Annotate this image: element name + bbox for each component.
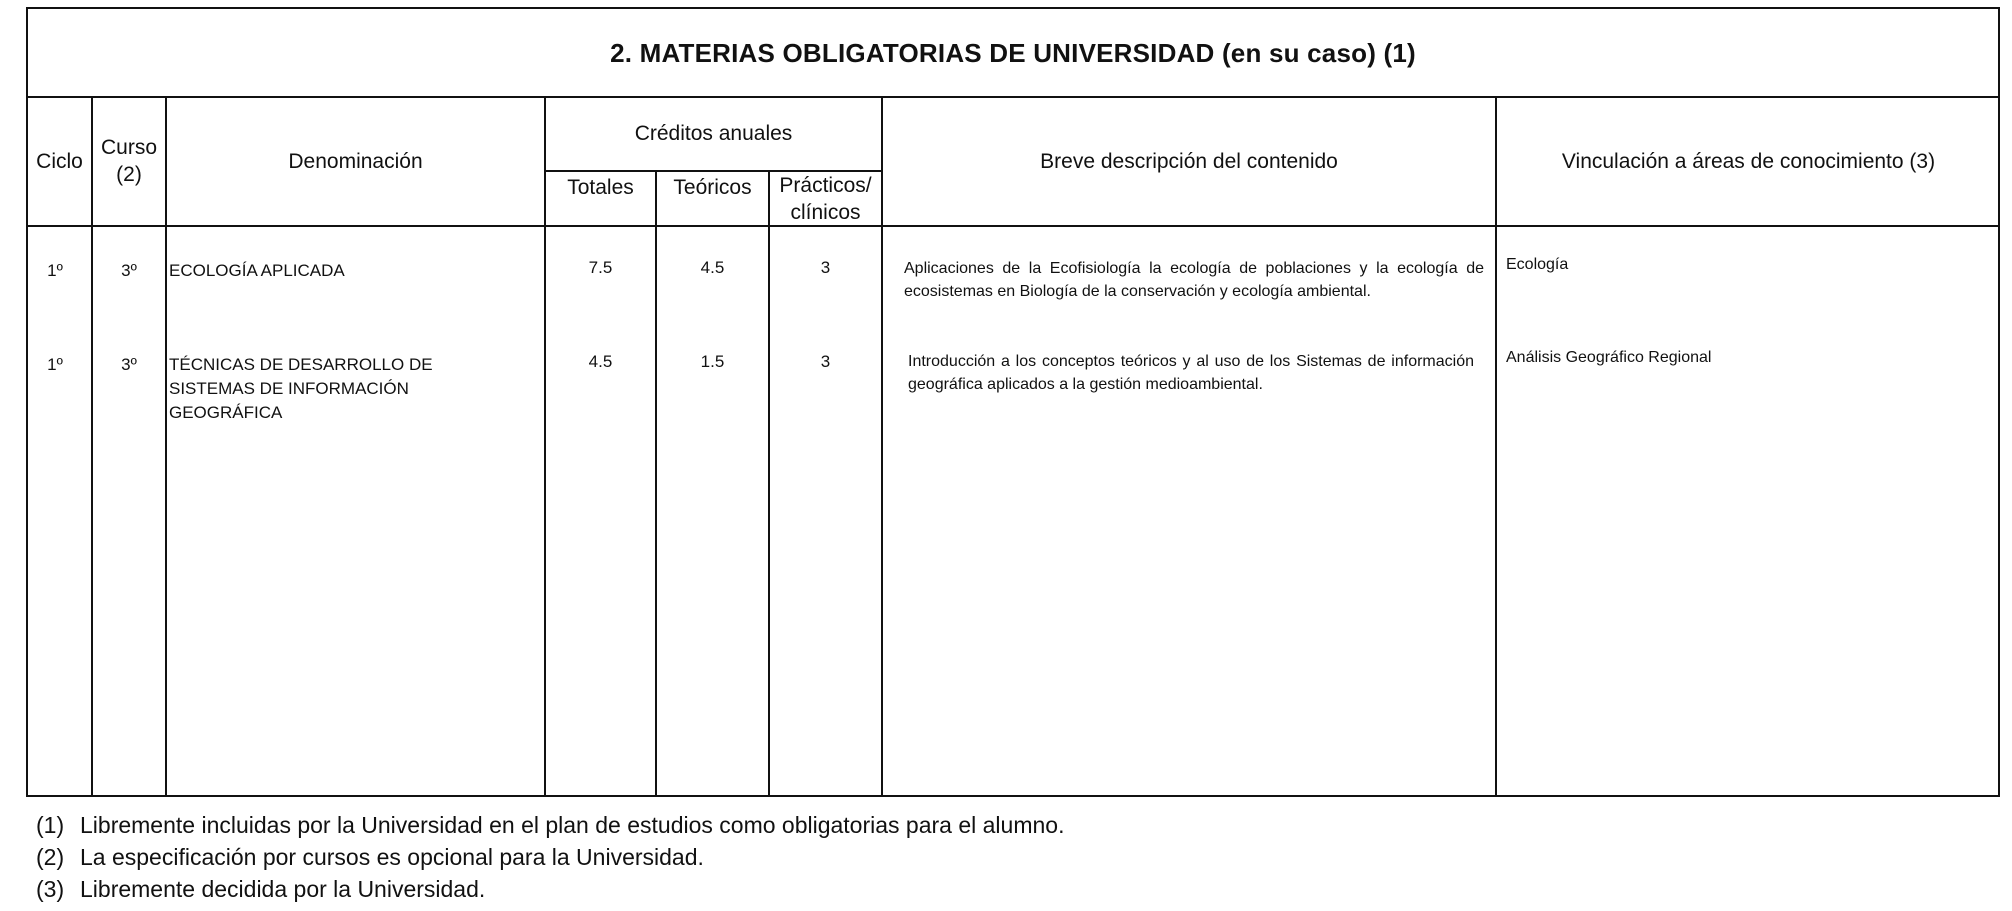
col-divider — [544, 97, 546, 797]
row1-vinculacion: Ecología — [1506, 256, 1569, 273]
row2-totales: 4.5 — [588, 352, 613, 371]
header-teoricos: Teóricos — [673, 175, 752, 199]
row2-vinculacion: Análisis Geográfico Regional — [1506, 349, 1712, 366]
footnote — [36, 809, 1064, 841]
footnote-text: La especificación por cursos es opcional para la Universidad. — [80, 844, 704, 870]
course-table — [26, 7, 2000, 797]
footnote-number: (2) — [36, 844, 65, 870]
row2-denominacion: TÉCNICAS DE DESARROLLO DE SISTEMAS DE INFORMACIÓN GEOGRÁFICA — [169, 355, 433, 422]
footnote-number: (1) — [36, 812, 65, 838]
header-curso — [93, 97, 165, 225]
footnote-text: Libremente incluidas por la Universidad en el plan de estudios como obligatorias para el alumno. — [80, 812, 1065, 838]
footnote-text: Libremente decidida por la Universidad. — [80, 876, 486, 902]
row1-teoricos: 4.5 — [700, 258, 725, 277]
footnote — [36, 841, 704, 873]
footnote — [36, 873, 485, 905]
header-descripcion: Breve descripción del contenido — [1040, 149, 1338, 173]
header-practicos-line2: clínicos — [790, 200, 861, 224]
header-creditos: Créditos anuales — [634, 122, 793, 145]
row1-practicos: 3 — [820, 258, 831, 277]
table-title: 2. MATERIAS OBLIGATORIAS DE UNIVERSIDAD (en su caso) (1) — [610, 37, 1416, 68]
header-denominacion: Denominación — [288, 149, 423, 173]
row1-ciclo: 1º — [47, 261, 63, 280]
header-divider — [28, 225, 1998, 227]
header-practicos — [770, 172, 881, 225]
header-practicos-line1: Prácticos/ — [779, 173, 872, 197]
row1-totales: 7.5 — [588, 258, 613, 277]
row2-curso: 3º — [121, 355, 137, 374]
header-curso-label: Curso — [100, 136, 158, 159]
row2-practicos: 3 — [820, 352, 831, 371]
header-vinculacion: Vinculación a áreas de conocimiento (3) — [1561, 149, 1936, 173]
row2-ciclo: 1º — [47, 355, 63, 374]
header-totales: Totales — [567, 175, 634, 199]
row1-descripcion: Aplicaciones de la Ecofisiología la ecología de poblaciones y la ecología de ecosistemas en Biología de la conservación y ecología ambiental. — [904, 260, 1484, 300]
header-ciclo: Ciclo — [36, 149, 83, 173]
row1-curso: 3º — [121, 261, 137, 280]
row2-teoricos: 1.5 — [700, 352, 725, 371]
row1-denominacion: ECOLOGÍA APLICADA — [169, 261, 345, 280]
footnote-number: (3) — [36, 876, 65, 902]
header-curso-note: (2) — [116, 163, 142, 186]
row2-descripcion: Introducción a los conceptos teóricos y al uso de los Sistemas de información geográfica aplicados a la gestión medioambiental. — [908, 353, 1474, 393]
